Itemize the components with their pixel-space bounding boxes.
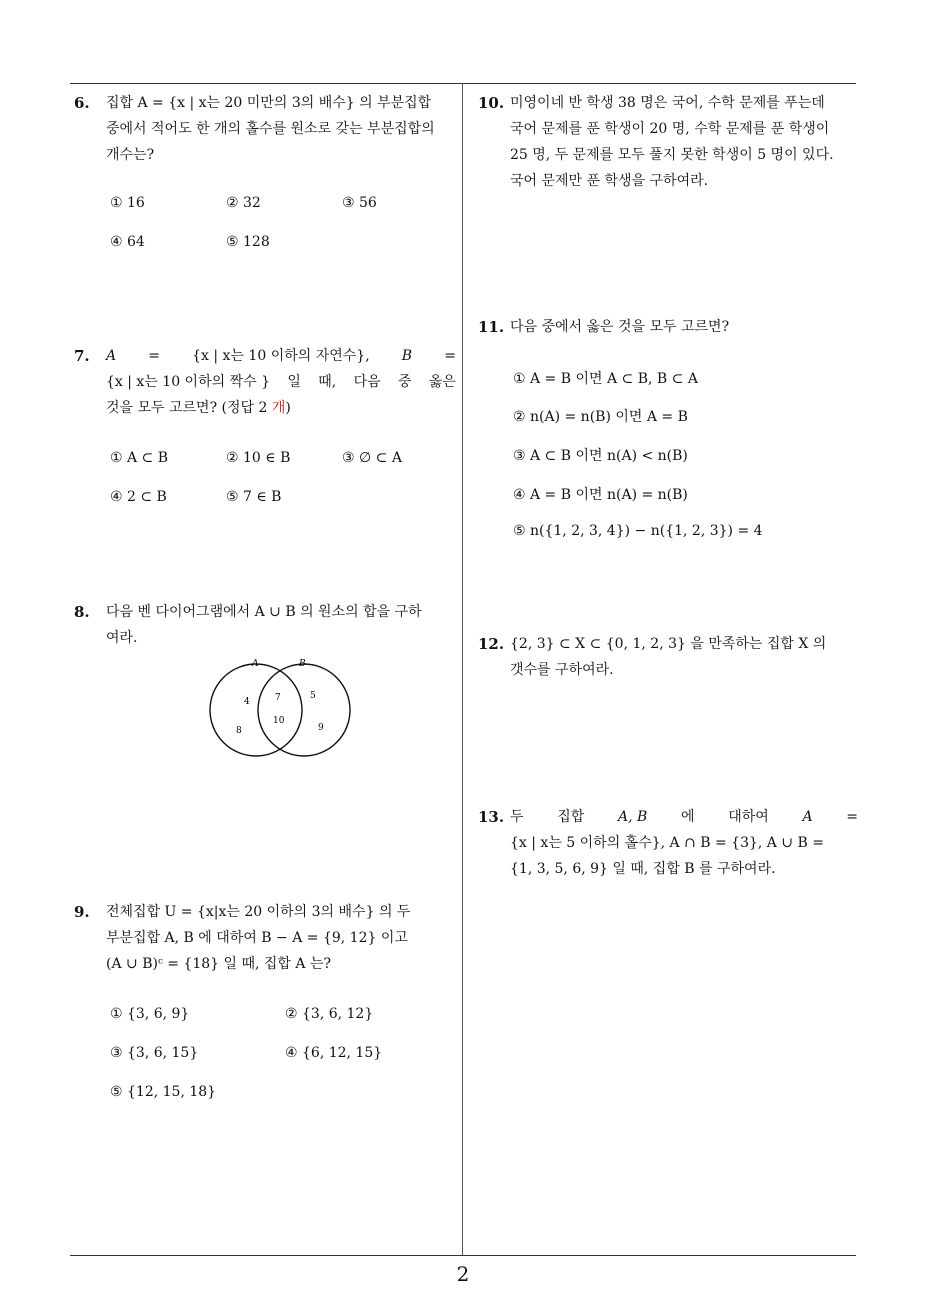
question-text-line: 갯수를 구하여라. [510, 662, 614, 678]
b-only-element: 9 [318, 723, 324, 733]
option-4[interactable]: ④ 2 ⊂ B [110, 489, 167, 505]
question-text-line: 다음 벤 다이어그램에서 A ∪ B 의 원소의 합을 구하 [106, 604, 422, 620]
question-number: 8. [74, 603, 90, 621]
question-text-line: 다음 중에서 옳은 것을 모두 고르면? [510, 319, 730, 335]
option-5[interactable]: ⑤ {12, 15, 18} [110, 1084, 217, 1100]
question-text-line: 미영이네 반 학생 38 명은 국어, 수학 문제를 푸는데 [510, 95, 825, 111]
question-text-line: 국어 문제만 푼 학생을 구하여라. [510, 173, 709, 189]
set-a-circle [210, 664, 302, 756]
option-1[interactable]: ① A = B 이면 A ⊂ B, B ⊂ A [513, 371, 698, 387]
option-3[interactable]: ③ A ⊂ B 이면 n(A) < n(B) [513, 448, 688, 464]
option-2[interactable]: ② 10 ∈ B [226, 450, 291, 466]
option-1[interactable]: ① 16 [110, 195, 145, 211]
column-divider [462, 83, 463, 1256]
option-3[interactable]: ③ {3, 6, 15} [110, 1045, 199, 1061]
question-text-line: {2, 3} ⊂ X ⊂ {0, 1, 2, 3} 을 만족하는 집합 X 의 [510, 636, 827, 652]
option-5[interactable]: ⑤ n({1, 2, 3, 4}) − n({1, 2, 3}) = 4 [513, 523, 763, 539]
option-5[interactable]: ⑤ 128 [226, 234, 270, 250]
set-a-label: A [252, 659, 259, 669]
option-2[interactable]: ② {3, 6, 12} [285, 1006, 374, 1022]
set-b-circle [258, 664, 350, 756]
option-4[interactable]: ④ A = B 이면 n(A) = n(B) [513, 487, 688, 503]
question-text-line: 국어 문제를 푼 학생이 20 명, 수학 문제를 푼 학생이 [510, 121, 830, 137]
question-number: 10. [478, 94, 505, 112]
intersection-element: 7 [275, 693, 281, 703]
answer-count-highlight: 개 [271, 400, 286, 416]
b-only-element: 5 [310, 691, 316, 701]
question-text-line: {x | x는 10 이하의 짝수 } 일 때, 다음 중 옳은 [106, 374, 456, 390]
question-number: 6. [74, 94, 90, 112]
venn-diagram [200, 655, 360, 765]
question-text-line: 25 명, 두 문제를 모두 풀지 못한 학생이 5 명이 있다. [510, 147, 834, 163]
question-number: 7. [74, 347, 90, 365]
option-1[interactable]: ① A ⊂ B [110, 450, 169, 466]
question-text-line: 두 집합 A, B 에 대하여 A = [510, 809, 858, 825]
intersection-element: 10 [273, 716, 285, 726]
bottom-rule [70, 1255, 856, 1256]
question-number: 11. [478, 318, 505, 336]
a-only-element: 8 [236, 726, 242, 736]
page-number: 2 [456, 1262, 470, 1286]
question-text-line: 여라. [106, 630, 138, 646]
top-rule [70, 83, 856, 84]
question-text-line: {1, 3, 5, 6, 9} 일 때, 집합 B 를 구하여라. [510, 861, 776, 877]
option-4[interactable]: ④ 64 [110, 234, 145, 250]
question-number: 9. [74, 903, 90, 921]
option-3[interactable]: ③ 56 [342, 195, 377, 211]
option-5[interactable]: ⑤ 7 ∈ B [226, 489, 282, 505]
question-text-line: {x | x는 5 이하의 홀수}, A ∩ B = {3}, A ∪ B = [510, 835, 825, 851]
option-1[interactable]: ① {3, 6, 9} [110, 1006, 190, 1022]
question-text-line: 개수는? [106, 147, 155, 163]
a-only-element: 4 [244, 697, 250, 707]
question-text-line: 전체집합 U = {x|x는 20 이하의 3의 배수} 의 두 [106, 904, 411, 920]
option-2[interactable]: ② n(A) = n(B) 이면 A = B [513, 409, 688, 425]
set-b-label: B [299, 659, 306, 669]
question-text-line: 것을 모두 고르면? (정답 2 개) [106, 400, 291, 416]
question-number: 13. [478, 808, 505, 826]
option-3[interactable]: ③ ∅ ⊂ A [342, 450, 402, 466]
question-text-line: (A ∪ B)ᶜ = {18} 일 때, 집합 A 는? [106, 956, 331, 972]
question-number: 12. [478, 635, 505, 653]
option-2[interactable]: ② 32 [226, 195, 261, 211]
question-text-line: 집합 A = {x | x는 20 미만의 3의 배수} 의 부분집합 [106, 95, 432, 111]
question-text-line: A = {x | x는 10 이하의 자연수}, B = [106, 348, 456, 364]
question-text-line: 중에서 적어도 한 개의 홀수를 원소로 갖는 부분집합의 [106, 121, 435, 137]
option-4[interactable]: ④ {6, 12, 15} [285, 1045, 383, 1061]
question-text-line: 부분집합 A, B 에 대하여 B − A = {9, 12} 이고 [106, 930, 408, 946]
